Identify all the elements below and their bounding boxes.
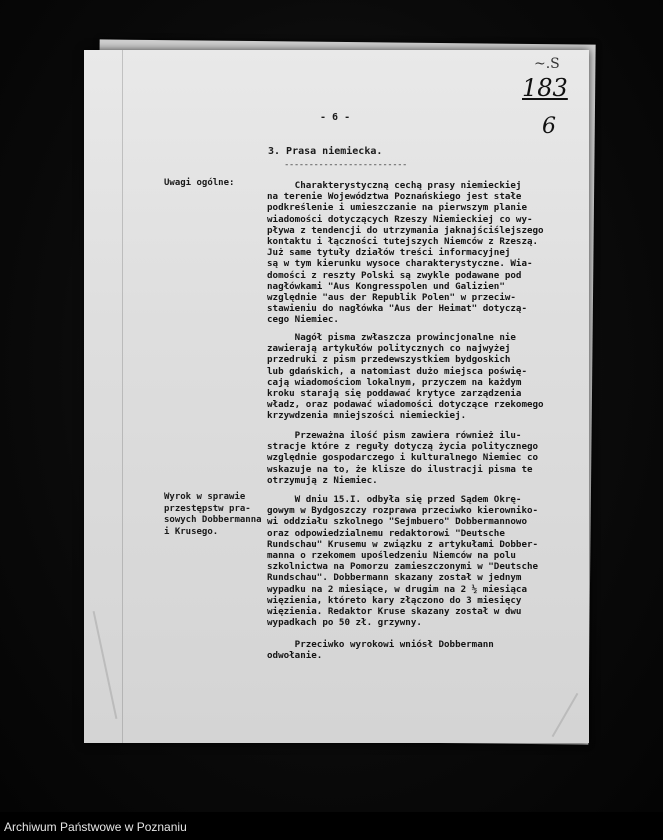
text-line: odwołanie. — [267, 650, 323, 662]
text-line: podkreślenie i umieszczanie na pierwszym planie — [267, 202, 527, 214]
paper-crease — [93, 611, 118, 719]
section-title: 3. Prasa niemiecka. — [268, 146, 383, 157]
text-line: zawierają artykułów politycznych co najwyżej — [267, 343, 511, 355]
text-line: nagłówkami "Aus Kongresspolen und Galizien" — [267, 280, 505, 292]
text-line: gowym w Bydgoszczy rozprawa przeciwko kierowniko- — [267, 505, 539, 517]
text-line: domości z reszty Polski są zwykle podawane pod — [267, 269, 522, 281]
text-line: kroku starają się poddawać krytyce zarządzenia — [267, 388, 522, 400]
document-page — [84, 50, 589, 743]
margin-note-line: przestępstw pra- — [164, 503, 251, 514]
text-line: Przeciwko wyrokowi wniósł Dobbermann — [267, 639, 494, 650]
text-line: Rundschau". Dobbermann skazany został w jednym — [267, 572, 522, 584]
text-line: Charakterystyczną cechą prasy niemieckiej — [267, 180, 522, 191]
text-line: są w tym kierunku wysoce charakterystyczne. Wia- — [267, 258, 533, 270]
text-line: stracje które z reguły dotyczą życia politycznego — [267, 441, 539, 453]
text-line: wypadku na 2 miesiące, w drugim na 2 ½ miesiąca — [267, 583, 527, 595]
text-line: szkolnictwa na Pomorzu zamieszczonymi w "Deutsche — [267, 561, 539, 573]
text-line: względnie "aus der Republik Polen" w przeciw- — [267, 292, 516, 304]
page-number: - 6 - — [320, 112, 351, 123]
text-line: cają wiadomościom lokalnym, przyczem na każdym — [267, 376, 522, 388]
text-line: manna o rzekomem upośledzeniu Niemców na polu — [267, 550, 516, 562]
paper-crease — [552, 693, 579, 737]
text-line: oraz odpowiedzialnemu redaktorowi "Deutsche — [267, 527, 505, 539]
margin-note-general: Uwagi ogólne: — [164, 178, 235, 188]
margin-note-line: sowych Dobbermanna — [164, 515, 262, 525]
margin-note-line: i Krusego. — [164, 526, 219, 537]
text-line: wskazuje na to, że klisze do ilustracji pisma te — [267, 463, 533, 475]
text-line: przedruki z pism przedewszystkiem bydgoskich — [267, 354, 511, 366]
text-line: lub gdańskich, a natomiast dużo miejsca poświę- — [267, 365, 527, 377]
archive-number: 183 — [522, 74, 568, 102]
paragraph-appeal — [267, 639, 577, 661]
text-line: Nagół pisma zwłaszcza prowincjonalne nie — [267, 332, 516, 343]
text-line: pływa z tendencji do utrzymania jaknajściślejszego — [267, 224, 544, 236]
text-line: stawieniu do nagłówka "Aus der Heimat" dotyczą- — [267, 303, 527, 315]
archive-name: Archiwum Państwowe w Poznaniu — [4, 820, 187, 834]
corner-mark: ~.S — [534, 56, 560, 72]
text-line: względnie gospodarczego i kulturalnego Niemiec co — [267, 452, 539, 464]
text-line: na terenie Województwa Poznańskiego jest stałe — [267, 191, 522, 203]
text-line: więzienia. Redaktor Kruse skazany został w dwu — [267, 606, 522, 618]
text-line: W dniu 15.I. odbyła się przed Sądem Okrę- — [267, 494, 522, 505]
paragraph-illustrations — [267, 430, 577, 486]
archive-footer — [0, 812, 663, 840]
paragraph-verdict — [267, 494, 577, 628]
text-line: więzienia, któreto kary złączono do 3 miesięcy — [267, 594, 522, 606]
text-line: krzywdzenia mniejszości niemieckiej. — [267, 410, 467, 422]
text-line: otrzymują z Niemiec. — [267, 474, 378, 486]
paragraph-provincial-press — [267, 332, 577, 422]
text-line: władz, oraz podawać wiadomości dotyczące rzekomego — [267, 399, 544, 411]
margin-note-line: Wyrok w sprawie — [164, 492, 246, 502]
section-underline: ------------------------- — [284, 160, 407, 170]
text-line: Rundschau" Krusemu w związku z artykułami Dobber- — [267, 538, 539, 550]
text-line: wi oddziału szkolnego "Sejmbuero" Dobbermannowo — [267, 516, 527, 528]
text-line: kontaktu i łączności tutejszych Niemców z Rzeszą. — [267, 236, 539, 248]
text-line: cego Niemiec. — [267, 314, 339, 326]
text-line: Już same tytuły działów treści informacyjnej — [267, 247, 511, 259]
paragraph-general — [267, 180, 577, 326]
text-line: Przeważna ilość pism zawiera również ilu- — [267, 430, 522, 441]
archive-sub-number: 6 — [542, 114, 556, 139]
margin-note-verdict — [164, 492, 262, 538]
text-line: wiadomości dotyczących Rzeszy Niemieckiej co wy- — [267, 213, 533, 225]
text-line: wypadkach po 50 zł. grzywny. — [267, 617, 422, 629]
